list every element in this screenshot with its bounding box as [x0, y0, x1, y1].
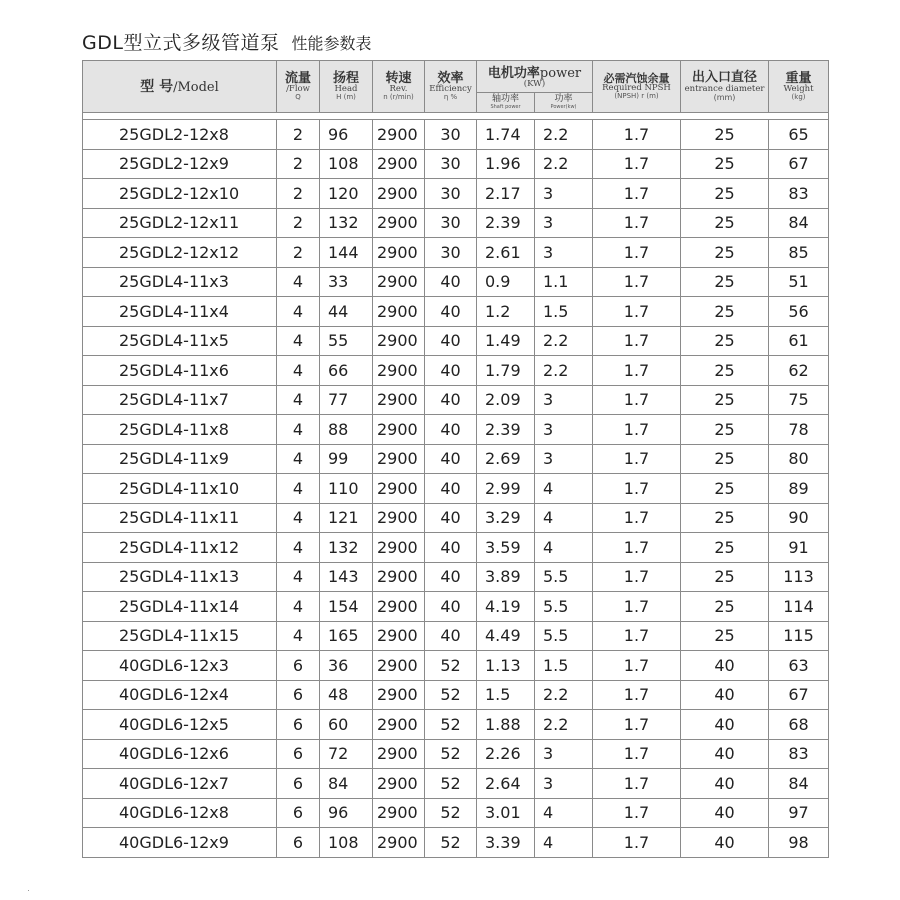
cell-speed: 2900 [373, 710, 425, 740]
cell-shaft-power: 2.69 [477, 444, 535, 474]
table-row [83, 120, 829, 150]
header-npsh: 必需汽蚀余量 Required NPSH (NPSH) r (m) [593, 61, 681, 113]
cell-speed: 2900 [373, 415, 425, 445]
cell-shaft-power: 4.49 [477, 621, 535, 651]
cell-motor-power: 4 [535, 474, 593, 504]
cell-motor-power: 3 [535, 179, 593, 209]
cell-weight: 80 [769, 444, 829, 474]
cell-weight: 75 [769, 385, 829, 415]
cell-efficiency: 40 [425, 326, 477, 356]
table-row [83, 149, 829, 179]
cell-efficiency: 40 [425, 592, 477, 622]
cell-npsh: 1.7 [593, 769, 681, 799]
cell-npsh: 1.7 [593, 238, 681, 268]
cell-weight: 91 [769, 533, 829, 563]
cell-head: 77 [320, 385, 373, 415]
cell-head: 108 [320, 149, 373, 179]
cell-shaft-power: 0.9 [477, 267, 535, 297]
cell-efficiency: 40 [425, 297, 477, 327]
cell-efficiency: 52 [425, 710, 477, 740]
header-head: 扬程 Head H (m) [320, 61, 373, 113]
cell-model: 40GDL6-12x8 [83, 798, 277, 828]
cell-flow: 2 [277, 149, 320, 179]
cell-speed: 2900 [373, 798, 425, 828]
cell-diameter: 25 [681, 592, 769, 622]
cell-shaft-power: 1.96 [477, 149, 535, 179]
cell-motor-power: 3 [535, 444, 593, 474]
cell-npsh: 1.7 [593, 267, 681, 297]
cell-efficiency: 52 [425, 680, 477, 710]
cell-efficiency: 30 [425, 208, 477, 238]
cell-flow: 4 [277, 621, 320, 651]
cell-shaft-power: 1.5 [477, 680, 535, 710]
cell-shaft-power: 4.19 [477, 592, 535, 622]
cell-model: 40GDL6-12x3 [83, 651, 277, 681]
cell-motor-power: 3 [535, 385, 593, 415]
cell-flow: 4 [277, 474, 320, 504]
cell-efficiency: 52 [425, 651, 477, 681]
cell-weight: 56 [769, 297, 829, 327]
cell-flow: 2 [277, 238, 320, 268]
cell-npsh: 1.7 [593, 208, 681, 238]
cell-model: 25GDL4-11x10 [83, 474, 277, 504]
cell-weight: 61 [769, 326, 829, 356]
cell-head: 165 [320, 621, 373, 651]
header-flow: 流量 /Flow Q [277, 61, 320, 113]
cell-flow: 4 [277, 297, 320, 327]
cell-shaft-power: 1.79 [477, 356, 535, 386]
table-row [83, 592, 829, 622]
table-row [83, 356, 829, 386]
cell-speed: 2900 [373, 149, 425, 179]
cell-head: 108 [320, 828, 373, 858]
cell-shaft-power: 1.2 [477, 297, 535, 327]
table-row [83, 179, 829, 209]
cell-shaft-power: 3.89 [477, 562, 535, 592]
cell-flow: 4 [277, 356, 320, 386]
cell-npsh: 1.7 [593, 326, 681, 356]
cell-npsh: 1.7 [593, 592, 681, 622]
cell-efficiency: 40 [425, 415, 477, 445]
cell-efficiency: 30 [425, 238, 477, 268]
cell-npsh: 1.7 [593, 503, 681, 533]
cell-head: 60 [320, 710, 373, 740]
cell-model: 25GDL4-11x13 [83, 562, 277, 592]
cell-motor-power: 5.5 [535, 592, 593, 622]
cell-model: 25GDL2-12x8 [83, 120, 277, 150]
cell-weight: 89 [769, 474, 829, 504]
cell-weight: 114 [769, 592, 829, 622]
cell-motor-power: 3 [535, 208, 593, 238]
cell-shaft-power: 2.61 [477, 238, 535, 268]
cell-head: 120 [320, 179, 373, 209]
cell-npsh: 1.7 [593, 828, 681, 858]
table-header [83, 61, 829, 113]
cell-npsh: 1.7 [593, 680, 681, 710]
cell-diameter: 25 [681, 356, 769, 386]
cell-efficiency: 52 [425, 798, 477, 828]
cell-shaft-power: 3.29 [477, 503, 535, 533]
cell-diameter: 25 [681, 120, 769, 150]
cell-head: 44 [320, 297, 373, 327]
cell-diameter: 40 [681, 651, 769, 681]
cell-speed: 2900 [373, 385, 425, 415]
cell-weight: 83 [769, 179, 829, 209]
cell-diameter: 25 [681, 238, 769, 268]
cell-model: 25GDL4-11x3 [83, 267, 277, 297]
cell-model: 25GDL4-11x14 [83, 592, 277, 622]
cell-npsh: 1.7 [593, 710, 681, 740]
cell-shaft-power: 1.13 [477, 651, 535, 681]
cell-motor-power: 1.5 [535, 297, 593, 327]
cell-speed: 2900 [373, 238, 425, 268]
cell-weight: 83 [769, 739, 829, 769]
cell-motor-power: 2.2 [535, 710, 593, 740]
cell-efficiency: 40 [425, 267, 477, 297]
cell-efficiency: 40 [425, 533, 477, 563]
cell-npsh: 1.7 [593, 149, 681, 179]
cell-npsh: 1.7 [593, 562, 681, 592]
cell-weight: 51 [769, 267, 829, 297]
table-row [83, 385, 829, 415]
cell-model: 25GDL4-11x4 [83, 297, 277, 327]
cell-flow: 4 [277, 415, 320, 445]
cell-diameter: 40 [681, 739, 769, 769]
table-row [83, 621, 829, 651]
cell-speed: 2900 [373, 120, 425, 150]
cell-diameter: 25 [681, 415, 769, 445]
cell-speed: 2900 [373, 474, 425, 504]
cell-efficiency: 30 [425, 179, 477, 209]
header-diameter: 出入口直径 entrance diameter (mm) [681, 61, 769, 113]
cell-head: 33 [320, 267, 373, 297]
cell-diameter: 25 [681, 562, 769, 592]
cell-weight: 67 [769, 680, 829, 710]
cell-motor-power: 2.2 [535, 120, 593, 150]
table-row [83, 297, 829, 327]
table-row [83, 444, 829, 474]
cell-weight: 97 [769, 798, 829, 828]
table-row [83, 828, 829, 858]
cell-shaft-power: 2.39 [477, 415, 535, 445]
cell-npsh: 1.7 [593, 444, 681, 474]
cell-model: 25GDL4-11x9 [83, 444, 277, 474]
table-row [83, 238, 829, 268]
cell-diameter: 40 [681, 798, 769, 828]
header-speed: 转速 Rev. n (r/min) [373, 61, 425, 113]
cell-model: 25GDL4-11x12 [83, 533, 277, 563]
cell-shaft-power: 1.49 [477, 326, 535, 356]
table-row [83, 533, 829, 563]
cell-efficiency: 40 [425, 444, 477, 474]
cell-model: 25GDL2-12x12 [83, 238, 277, 268]
cell-head: 48 [320, 680, 373, 710]
cell-motor-power: 2.2 [535, 149, 593, 179]
table-row [83, 798, 829, 828]
cell-diameter: 40 [681, 710, 769, 740]
cell-diameter: 40 [681, 680, 769, 710]
cell-motor-power: 5.5 [535, 621, 593, 651]
cell-npsh: 1.7 [593, 533, 681, 563]
cell-npsh: 1.7 [593, 120, 681, 150]
cell-head: 132 [320, 533, 373, 563]
cell-npsh: 1.7 [593, 356, 681, 386]
cell-model: 40GDL6-12x9 [83, 828, 277, 858]
cell-flow: 4 [277, 444, 320, 474]
cell-model: 25GDL4-11x15 [83, 621, 277, 651]
cell-flow: 6 [277, 710, 320, 740]
cell-head: 36 [320, 651, 373, 681]
cell-speed: 2900 [373, 356, 425, 386]
cell-model: 25GDL4-11x8 [83, 415, 277, 445]
cell-diameter: 25 [681, 503, 769, 533]
cell-weight: 78 [769, 415, 829, 445]
cell-model: 40GDL6-12x4 [83, 680, 277, 710]
title-main: GDL型立式多级管道泵 [82, 32, 280, 54]
cell-speed: 2900 [373, 651, 425, 681]
cell-speed: 2900 [373, 680, 425, 710]
cell-speed: 2900 [373, 739, 425, 769]
page-mark [28, 890, 29, 891]
cell-npsh: 1.7 [593, 621, 681, 651]
cell-motor-power: 3 [535, 739, 593, 769]
cell-model: 25GDL4-11x6 [83, 356, 277, 386]
cell-shaft-power: 1.88 [477, 710, 535, 740]
header-model: 型 号/Model [83, 61, 277, 113]
cell-speed: 2900 [373, 179, 425, 209]
cell-model: 40GDL6-12x6 [83, 739, 277, 769]
cell-shaft-power: 2.99 [477, 474, 535, 504]
table-row [83, 769, 829, 799]
cell-flow: 6 [277, 769, 320, 799]
cell-flow: 2 [277, 120, 320, 150]
cell-diameter: 25 [681, 267, 769, 297]
cell-npsh: 1.7 [593, 385, 681, 415]
cell-head: 132 [320, 208, 373, 238]
cell-flow: 4 [277, 385, 320, 415]
table-row [83, 680, 829, 710]
cell-diameter: 25 [681, 533, 769, 563]
cell-head: 121 [320, 503, 373, 533]
cell-efficiency: 30 [425, 149, 477, 179]
table-row [83, 710, 829, 740]
cell-efficiency: 30 [425, 120, 477, 150]
cell-weight: 84 [769, 769, 829, 799]
cell-diameter: 25 [681, 179, 769, 209]
cell-shaft-power: 2.26 [477, 739, 535, 769]
cell-speed: 2900 [373, 592, 425, 622]
cell-efficiency: 40 [425, 562, 477, 592]
cell-head: 96 [320, 798, 373, 828]
cell-motor-power: 4 [535, 828, 593, 858]
table-row [83, 208, 829, 238]
cell-npsh: 1.7 [593, 415, 681, 445]
cell-model: 25GDL4-11x7 [83, 385, 277, 415]
cell-head: 110 [320, 474, 373, 504]
cell-flow: 4 [277, 267, 320, 297]
cell-shaft-power: 3.59 [477, 533, 535, 563]
performance-table [82, 60, 829, 858]
header-efficiency: 效率 Efficiency η % [425, 61, 477, 113]
cell-flow: 6 [277, 651, 320, 681]
cell-flow: 4 [277, 326, 320, 356]
cell-speed: 2900 [373, 562, 425, 592]
table-row [83, 415, 829, 445]
cell-motor-power: 2.2 [535, 680, 593, 710]
cell-motor-power: 2.2 [535, 356, 593, 386]
cell-shaft-power: 1.74 [477, 120, 535, 150]
cell-speed: 2900 [373, 444, 425, 474]
cell-weight: 68 [769, 710, 829, 740]
cell-efficiency: 52 [425, 739, 477, 769]
cell-flow: 6 [277, 798, 320, 828]
cell-motor-power: 3 [535, 769, 593, 799]
cell-model: 40GDL6-12x7 [83, 769, 277, 799]
cell-motor-power: 1.5 [535, 651, 593, 681]
table-row [83, 326, 829, 356]
cell-diameter: 25 [681, 149, 769, 179]
cell-speed: 2900 [373, 297, 425, 327]
cell-diameter: 25 [681, 444, 769, 474]
cell-weight: 113 [769, 562, 829, 592]
cell-model: 25GDL2-12x10 [83, 179, 277, 209]
cell-weight: 65 [769, 120, 829, 150]
cell-head: 143 [320, 562, 373, 592]
header-shaft-power: 轴功率 Shaft power [477, 93, 535, 113]
cell-speed: 2900 [373, 326, 425, 356]
cell-shaft-power: 2.09 [477, 385, 535, 415]
cell-diameter: 40 [681, 769, 769, 799]
cell-weight: 90 [769, 503, 829, 533]
cell-weight: 85 [769, 238, 829, 268]
cell-model: 25GDL4-11x5 [83, 326, 277, 356]
cell-npsh: 1.7 [593, 297, 681, 327]
cell-efficiency: 40 [425, 503, 477, 533]
cell-flow: 6 [277, 828, 320, 858]
header-power: 电机功率power (KW) [477, 61, 593, 93]
cell-speed: 2900 [373, 267, 425, 297]
header-motor-power: 功率 Power(kw) [535, 93, 593, 113]
cell-shaft-power: 2.64 [477, 769, 535, 799]
cell-motor-power: 2.2 [535, 326, 593, 356]
cell-shaft-power: 3.01 [477, 798, 535, 828]
cell-flow: 6 [277, 680, 320, 710]
cell-motor-power: 1.1 [535, 267, 593, 297]
cell-model: 25GDL2-12x9 [83, 149, 277, 179]
cell-shaft-power: 2.17 [477, 179, 535, 209]
cell-weight: 63 [769, 651, 829, 681]
cell-flow: 4 [277, 503, 320, 533]
cell-efficiency: 52 [425, 828, 477, 858]
cell-head: 154 [320, 592, 373, 622]
cell-npsh: 1.7 [593, 739, 681, 769]
table-row [83, 651, 829, 681]
cell-motor-power: 3 [535, 238, 593, 268]
cell-flow: 4 [277, 562, 320, 592]
cell-diameter: 25 [681, 474, 769, 504]
cell-efficiency: 52 [425, 769, 477, 799]
cell-motor-power: 4 [535, 798, 593, 828]
cell-weight: 115 [769, 621, 829, 651]
cell-flow: 4 [277, 533, 320, 563]
page-title [82, 28, 372, 55]
cell-head: 99 [320, 444, 373, 474]
cell-diameter: 25 [681, 621, 769, 651]
cell-motor-power: 3 [535, 415, 593, 445]
cell-diameter: 25 [681, 297, 769, 327]
cell-weight: 62 [769, 356, 829, 386]
cell-head: 88 [320, 415, 373, 445]
cell-motor-power: 4 [535, 503, 593, 533]
cell-motor-power: 4 [535, 533, 593, 563]
cell-weight: 98 [769, 828, 829, 858]
cell-weight: 84 [769, 208, 829, 238]
cell-npsh: 1.7 [593, 651, 681, 681]
table-row [83, 503, 829, 533]
cell-model: 25GDL2-12x11 [83, 208, 277, 238]
cell-diameter: 25 [681, 385, 769, 415]
cell-speed: 2900 [373, 533, 425, 563]
cell-diameter: 25 [681, 326, 769, 356]
cell-npsh: 1.7 [593, 179, 681, 209]
cell-speed: 2900 [373, 621, 425, 651]
cell-head: 55 [320, 326, 373, 356]
cell-efficiency: 40 [425, 385, 477, 415]
cell-head: 144 [320, 238, 373, 268]
cell-efficiency: 40 [425, 356, 477, 386]
cell-shaft-power: 3.39 [477, 828, 535, 858]
cell-speed: 2900 [373, 208, 425, 238]
cell-diameter: 40 [681, 828, 769, 858]
cell-shaft-power: 2.39 [477, 208, 535, 238]
table-row [83, 267, 829, 297]
cell-efficiency: 40 [425, 474, 477, 504]
cell-npsh: 1.7 [593, 474, 681, 504]
cell-speed: 2900 [373, 828, 425, 858]
cell-model: 25GDL4-11x11 [83, 503, 277, 533]
cell-weight: 67 [769, 149, 829, 179]
table-row [83, 474, 829, 504]
cell-flow: 6 [277, 739, 320, 769]
cell-flow: 4 [277, 592, 320, 622]
cell-diameter: 25 [681, 208, 769, 238]
cell-motor-power: 5.5 [535, 562, 593, 592]
cell-head: 66 [320, 356, 373, 386]
cell-efficiency: 40 [425, 621, 477, 651]
cell-head: 72 [320, 739, 373, 769]
cell-head: 84 [320, 769, 373, 799]
table-row [83, 562, 829, 592]
header-weight: 重量 Weight (kg) [769, 61, 829, 113]
cell-head: 96 [320, 120, 373, 150]
cell-model: 40GDL6-12x5 [83, 710, 277, 740]
cell-flow: 2 [277, 208, 320, 238]
cell-speed: 2900 [373, 769, 425, 799]
title-sub: 性能参数表 [291, 34, 372, 53]
cell-flow: 2 [277, 179, 320, 209]
table-row [83, 739, 829, 769]
cell-speed: 2900 [373, 503, 425, 533]
table-body [83, 120, 829, 858]
cell-npsh: 1.7 [593, 798, 681, 828]
